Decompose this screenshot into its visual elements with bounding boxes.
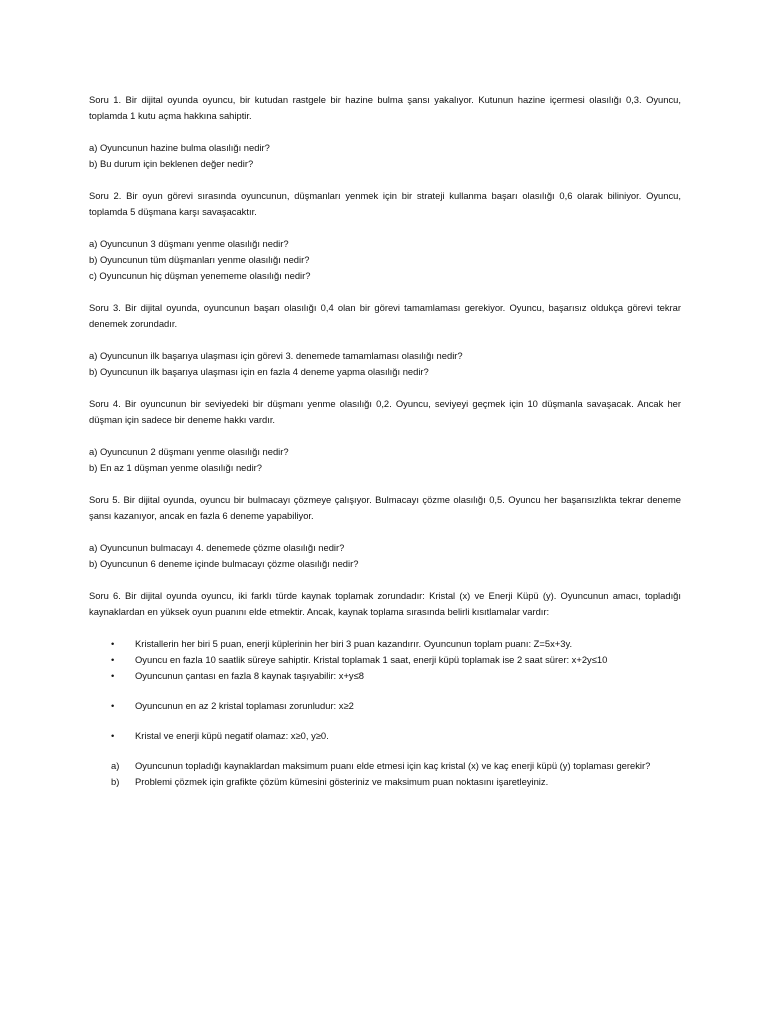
list-item: [89, 636, 681, 652]
bullet-icon: •: [111, 638, 115, 649]
question-6-parts: [89, 758, 681, 790]
question-5: [89, 492, 681, 524]
list-item: [89, 758, 681, 774]
constraint-text: Kristal ve enerji küpü negatif olamaz: x≥0, y≥0.: [135, 730, 329, 741]
bullet-icon: •: [111, 700, 115, 711]
constraint-text: Oyuncunun en az 2 kristal toplaması zorunludur: x≥2: [135, 700, 354, 711]
item-label: b): [111, 776, 120, 787]
list-item: [89, 668, 681, 684]
constraint-text: Kristallerin her biri 5 puan, enerji küplerinin her biri 3 puan kazandırır. Oyuncunun toplam puanı: Z=5x+3y.: [135, 638, 573, 649]
question-1-parts: [89, 140, 681, 172]
item-label: a): [111, 760, 120, 771]
document-page: [89, 92, 681, 790]
question-part: a) Oyuncunun 2 düşmanı yenme olasılığı nedir?: [89, 446, 289, 457]
question-3: [89, 300, 681, 332]
question-3-parts: [89, 348, 681, 380]
question-4-parts: [89, 444, 681, 476]
question-4-text: Soru 4. Bir oyuncunun bir seviyedeki bir düşmanı yenme olasılığı 0,2. Oyuncu, seviyeyi geçmek için 10 düşmanla savaşacak. Ancak her düşman için sadece bir deneme hakkı vardır.: [89, 398, 681, 425]
question-3-text: Soru 3. Bir dijital oyunda, oyuncunun başarı olasılığı 0,4 olan bir görevi tamamlaması gerekiyor. Oyuncu, başarısız oldukça görevi tekrar denemek zorundadır.: [89, 302, 681, 329]
question-1-text: Soru 1. Bir dijital oyunda oyuncu, bir kutudan rastgele bir hazine bulma şansı yakalıyor. Kutunun hazine içermesi olasılığı 0,3. Oyuncu, toplamda 1 kutu açma hakkına sahiptir.: [89, 94, 681, 121]
question-5-text: Soru 5. Bir dijital oyunda, oyuncu bir bulmacayı çözmeye çalışıyor. Bulmacayı çözme olasılığı 0,5. Oyuncu her başarısızlıkta tekrar deneme şansı kazanıyor, ancak en fazla 6 deneme yapabiliyor.: [89, 494, 681, 521]
question-part: b) Oyuncunun ilk başarıya ulaşması için en fazla 4 deneme yapma olasılığı nedir?: [89, 366, 429, 377]
bullet-icon: •: [111, 670, 115, 681]
constraint-text: Oyuncu en fazla 10 saatlik süreye sahiptir. Kristal toplamak 1 saat, enerji küpü toplamak ise 2 saat sürer: x+2y≤10: [135, 654, 608, 665]
list-item: [89, 652, 681, 668]
bullet-icon: •: [111, 654, 115, 665]
question-part: a) Oyuncunun hazine bulma olasılığı nedir?: [89, 142, 270, 153]
list-item: [89, 698, 681, 714]
question-6: [89, 588, 681, 620]
question-part: b) Bu durum için beklenen değer nedir?: [89, 158, 254, 169]
question-1: [89, 92, 681, 124]
bullet-icon: •: [111, 730, 115, 741]
item-text: Oyuncunun topladığı kaynaklardan maksimum puanı elde etmesi için kaç kristal (x) ve kaç enerji küpü (y) toplaması gerekir?: [135, 760, 651, 771]
question-part: a) Oyuncunun bulmacayı 4. denemede çözme olasılığı nedir?: [89, 542, 345, 553]
list-item: [89, 774, 681, 790]
question-part: a) Oyuncunun ilk başarıya ulaşması için görevi 3. denemede tamamlaması olasılığı nedir?: [89, 350, 463, 361]
list-item: [89, 728, 681, 744]
question-part: b) En az 1 düşman yenme olasılığı nedir?: [89, 462, 263, 473]
item-text: Problemi çözmek için grafikte çözüm kümesini gösteriniz ve maksimum puan noktasını işaretleyiniz.: [135, 776, 549, 787]
question-2-parts: [89, 236, 681, 284]
question-2-text: Soru 2. Bir oyun görevi sırasında oyuncunun, düşmanları yenmek için bir strateji kullanma başarı olasılığı 0,6 olarak biliniyor. Oyuncu, toplamda 5 düşmana karşı savaşacaktır.: [89, 190, 681, 217]
constraint-text: Oyuncunun çantası en fazla 8 kaynak taşıyabilir: x+y≤8: [135, 670, 364, 681]
constraint-list: [89, 636, 681, 744]
question-part: c) Oyuncunun hiç düşman yenememe olasılığı nedir?: [89, 270, 311, 281]
question-part: a) Oyuncunun 3 düşmanı yenme olasılığı nedir?: [89, 238, 289, 249]
question-5-parts: [89, 540, 681, 572]
question-part: b) Oyuncunun tüm düşmanları yenme olasılığı nedir?: [89, 254, 310, 265]
question-6-text: Soru 6. Bir dijital oyunda oyuncu, iki farklı türde kaynak toplamak zorundadır: Kristal (x) ve Enerji Küpü (y). Oyuncunun amacı, topladığı kaynaklardan en yüksek oyun puanını elde etmektir. Ancak, kaynak toplama sırasında belirli kısıtlamalar vardır:: [89, 590, 681, 617]
question-2: [89, 188, 681, 220]
question-part: b) Oyuncunun 6 deneme içinde bulmacayı çözme olasılığı nedir?: [89, 558, 359, 569]
question-4: [89, 396, 681, 428]
